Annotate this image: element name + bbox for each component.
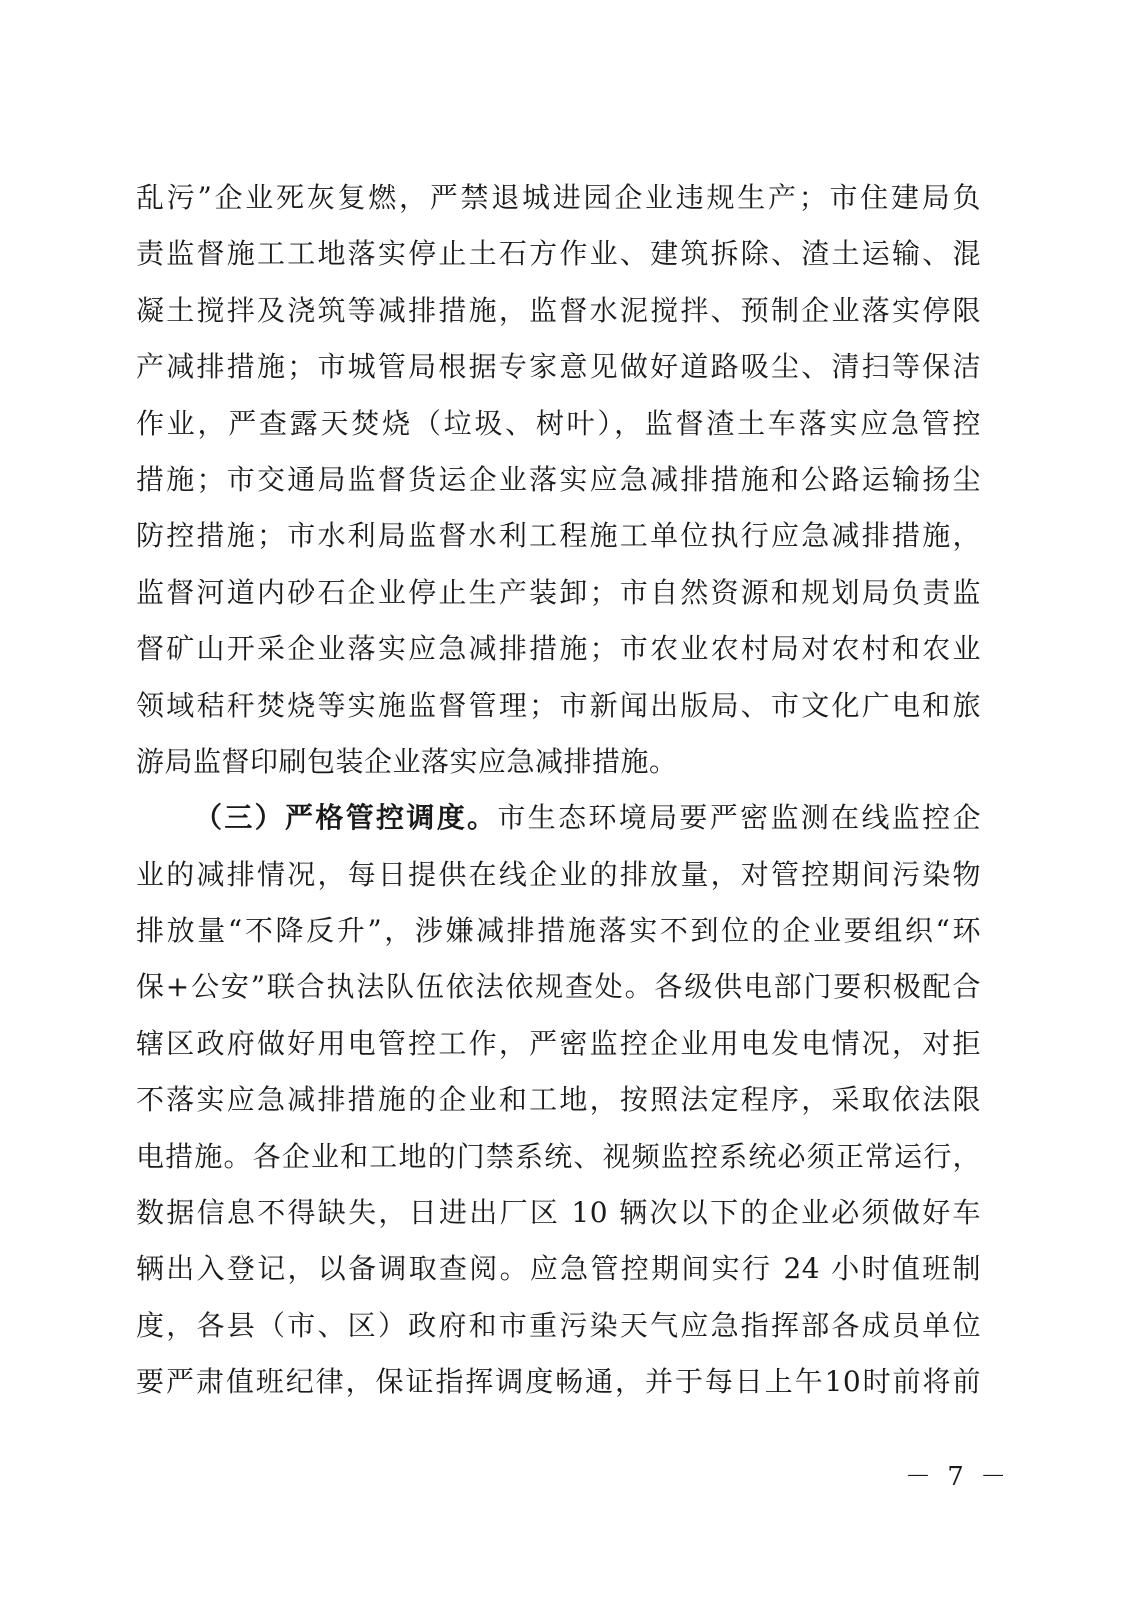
text-line: 业的减排情况，每日提供在线企业的排放量，对管控期间污染物	[136, 857, 981, 891]
text-line: 不落实应急减排措施的企业和工地，按照法定程序，采取依法限	[136, 1083, 981, 1117]
page-number: － 7 －	[905, 1462, 1011, 1492]
text-line: 作业，严查露天焚烧（垃圾、树叶），监督渣土车落实应急管控	[136, 406, 981, 440]
text-line: 产减排措施；市城管局根据专家意见做好道路吸尘、清扫等保洁	[136, 350, 981, 384]
text-line: 督矿山开采企业落实应急减排措施；市农业农村局对农村和农业	[136, 632, 981, 666]
text-line: 要严肃值班纪律，保证指挥调度畅通，并于每日上午10时前将前	[136, 1365, 981, 1399]
section-heading: （三）严格管控调度。	[194, 801, 498, 835]
text-line: 措施；市交通局监督货运企业落实应急减排措施和公路运输扬尘	[136, 462, 981, 496]
text-line: 保+公安”联合执法队伍依法依规查处。各级供电部门要积极配合	[136, 970, 981, 1004]
section-first-line-text: 市生态环境局要严密监测在线监控企	[497, 801, 981, 835]
text-line: 凝土搅拌及浇筑等减排措施，监督水泥搅拌、预制企业落实停限	[136, 293, 981, 327]
text-line: 排放量“不降反升”，涉嫌减排措施落实不到位的企业要组织“环	[136, 914, 981, 948]
section-first-line	[136, 790, 981, 846]
text-line: 辖区政府做好用电管控工作，严密监控企业用电发电情况，对拒	[136, 1026, 981, 1060]
text-line: 游局监督印刷包装企业落实应急减排措施。	[136, 744, 678, 778]
text-line: 责监督施工工地落实停止土石方作业、建筑拆除、渣土运输、混	[136, 237, 981, 271]
text-line: 电措施。各企业和工地的门禁系统、视频监控系统必须正常运行，	[136, 1139, 981, 1173]
text-line: 辆出入登记，以备调取查阅。应急管控期间实行 24 小时值班制	[136, 1252, 981, 1286]
body-text	[136, 170, 981, 1411]
text-line: 防控措施；市水利局监督水利工程施工单位执行应急减排措施，	[136, 519, 981, 553]
text-line: 领域秸秆焚烧等实施监督管理；市新闻出版局、市文化广电和旅	[136, 688, 981, 722]
text-line: 监督河道内砂石企业停止生产装卸；市自然资源和规划局负责监	[136, 575, 981, 609]
text-line: 度，各县（市、区）政府和市重污染天气应急指挥部各成员单位	[136, 1308, 981, 1342]
text-line: 数据信息不得缺失，日进出厂区 10 辆次以下的企业必须做好车	[136, 1196, 981, 1230]
text-line: 乱污”企业死灰复燃，严禁退城进园企业违规生产；市住建局负	[136, 181, 981, 214]
